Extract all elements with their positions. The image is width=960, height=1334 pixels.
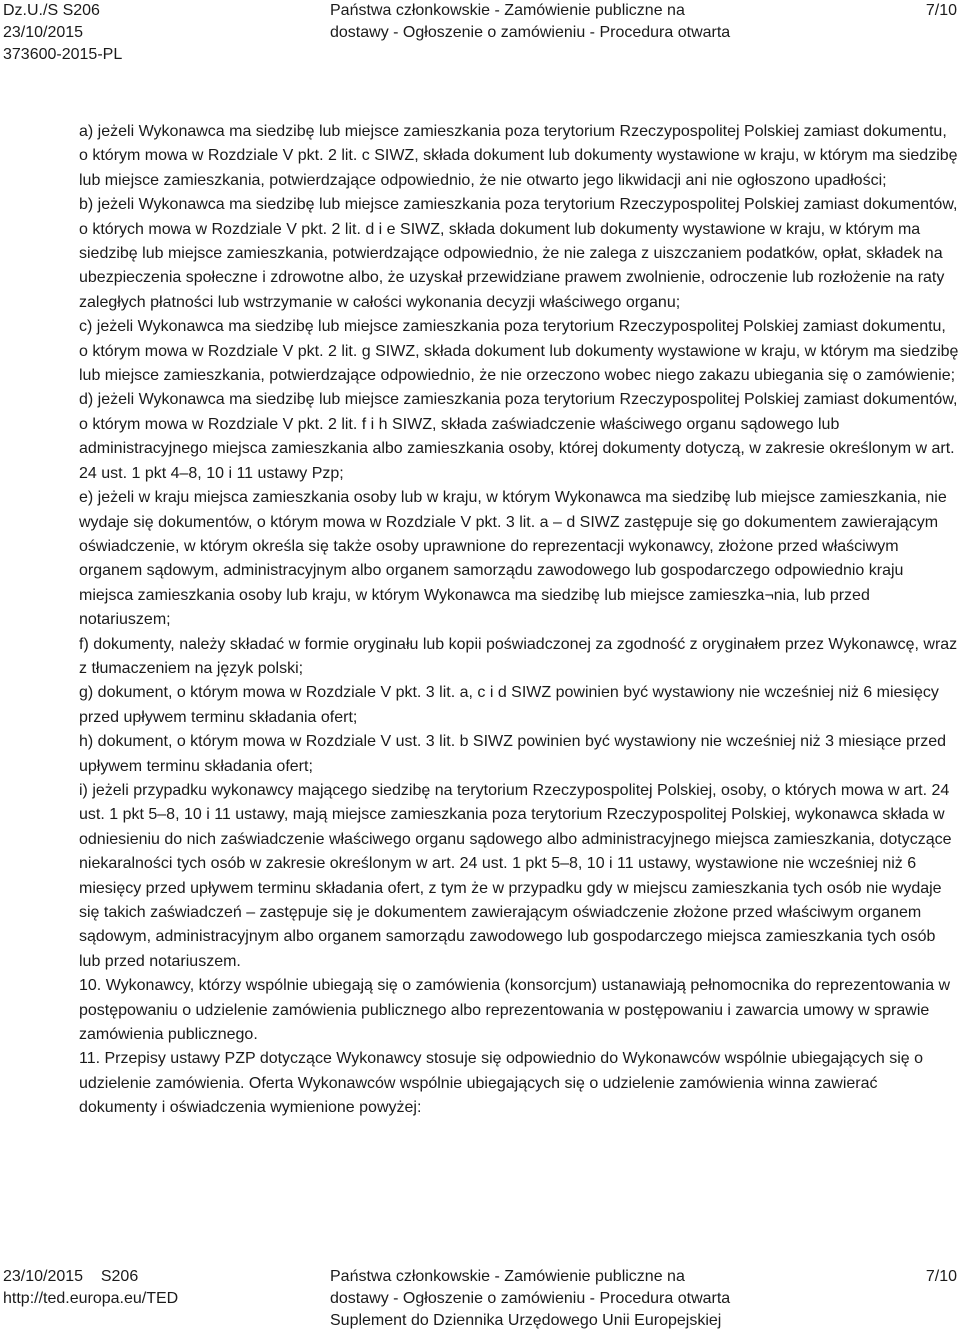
paragraph-10: 10. Wykonawcy, którzy wspólnie ubiegają się o zamówienia (konsorcjum) ustanawiają pełnomocnika do reprezentowania w postępowaniu o udzielenie zamówienia publicznego albo reprezentowania w postępowaniu i zawarcia umowy w sprawie zamówienia publicznego. <box>79 977 951 1044</box>
header-page-number: 7/10 <box>925 2 957 19</box>
paragraph-e: e) jeżeli w kraju miejsca zamieszkania osoby lub w kraju, w którym Wykonawca ma siedzibę lub miejsce zamieszkania, nie wydaje się dokumentów, o którym mowa w Rozdziale V pkt. 3 lit. a – d SIWZ zastępuje się go dokumentem zawierającym oświadczenie, w którym określa się także osoby uprawnione do reprezentacji wykonawcy, złożone przed właściwym organem sądowym, administracyjnym albo organem samorządu zawodowego lub gospodarczego odpowiednio kraju miejsca zamieszkania osoby lub kraju, w którym Wykonawca ma siedzibę lub miejsce zamieszka¬nia, lub przed notariuszem; <box>79 489 947 629</box>
header-title-line-2: dostawy - Ogłoszenie o zamówieniu - Procedura otwarta <box>330 24 731 41</box>
footer-title-line-2: dostawy - Ogłoszenie o zamówieniu - Procedura otwarta <box>330 1290 731 1307</box>
header-title-line-1: Państwa członkowskie - Zamówienie publiczne na <box>330 2 685 19</box>
paragraph-f: f) dokumenty, należy składać w formie oryginału lub kopii poświadczonej za zgodność z oryginałem przez Wykonawcę, wraz z tłumaczeniem na język polski; <box>79 635 958 677</box>
footer-date-issue: 23/10/2015 S206 <box>3 1268 139 1285</box>
footer-page-block <box>926 1266 957 1288</box>
notice-number: 373600-2015-PL <box>3 46 123 63</box>
footer-page-number: 7/10 <box>925 1268 957 1285</box>
page-header <box>0 0 960 63</box>
paragraph-b: b) jeżeli Wykonawca ma siedzibę lub miejsce zamieszkania poza terytorium Rzeczypospolitej Polskiej zamiast dokumentów, o których mowa w Rozdziale V pkt. 2 lit. d i e SIWZ, składa dokument lub dokumenty wystawione w kraju, w którym ma siedzibę lub miejsce zamieszkania, potwierdzające odpowiednio, że nie zalega z uiszczaniem podatków, opłat, składek na ubezpieczenia społeczne i zdrowotne albo, że uzyskał przewidziane prawem zwolnienie, odroczenie lub rozłożenie na raty zaległych płatności lub wstrzymanie w całości wykonania decyzji właściwego organu; <box>79 196 958 311</box>
paragraph-i: i) jeżeli przypadku wykonawcy mającego siedzibę na terytorium Rzeczypospolitej Polskiej, osoby, o których mowa w art. 24 ust. 1 pkt 5–8, 10 i 11 ustawy, mają miejsce zamieszkania poza terytorium Rzeczypospolitej Polskiej, wykonawca składa w odniesieniu do nich zaświadczenie właściwego organu sądowego albo administracyjnego miejsca zamieszkania, dotyczące niekaralności tych osób w zakresie określonym w art. 24 ust. 1 pkt 5–8, 10 i 11 ustawy, wystawione nie wcześniej niż 6 miesięcy przed upływem terminu składania ofert, z tym że w przypadku gdy w miejscu zamieszkania tych osób nie wydaje się takich zaświadczeń – zastępuje się je dokumentem zawierającym oświadczenie złożone przed właściwym organem sądowym, administracyjnym albo organem samorządu zawodowego lub gospodarczego miejsca zamieszkania tych osób lub przed notariuszem. <box>79 781 952 970</box>
footer-title-block <box>330 1266 760 1332</box>
paragraph-h: h) dokument, o którym mowa w Rozdziale V ust. 3 lit. b SIWZ powinien być wystawiony nie wcześniej niż 3 miesiące przed upływem terminu składania ofert; <box>79 733 947 775</box>
footer-left-block <box>3 1266 178 1310</box>
header-title-block <box>330 0 760 44</box>
header-page-block <box>926 0 957 22</box>
paragraph-g: g) dokument, o którym mowa w Rozdziale V pkt. 3 lit. a, c i d SIWZ powinien być wystawiony nie wcześniej niż 6 miesięcy przed upływem terminu składania ofert; <box>79 684 939 726</box>
header-left-block <box>3 0 122 66</box>
footer-url: http://ted.europa.eu/TED <box>3 1290 179 1307</box>
paragraph-c: c) jeżeli Wykonawca ma siedzibę lub miejsce zamieszkania poza terytorium Rzeczypospolitej Polskiej zamiast dokumentu, o którym mowa w Rozdziale V pkt. 2 lit. g SIWZ, składa dokument lub dokumenty wystawione w kraju, w którym ma siedzibę lub miejsce zamieszkania, potwierdzające odpowiednio, że nie orzeczono wobec niego zakazu ubiegania się o zamówienie; <box>79 318 959 385</box>
footer-supplement: Suplement do Dziennika Urzędowego Unii Europejskiej <box>330 1312 722 1329</box>
paragraph-a: a) jeżeli Wykonawca ma siedzibę lub miejsce zamieszkania poza terytorium Rzeczypospolitej Polskiej zamiast dokumentu, o którym mowa w Rozdziale V pkt. 2 lit. c SIWZ, składa dokument lub dokumenty wystawione w kraju, w którym ma siedzibę lub miejsce zamieszkania, potwierdzające odpowiednio, że nie otwarto jego likwidacji ani nie ogłoszono upadłości; <box>79 123 958 189</box>
footer-title-line-1: Państwa członkowskie - Zamówienie publiczne na <box>330 1268 685 1285</box>
document-body <box>79 120 959 1121</box>
paragraph-11: 11. Przepisy ustawy PZP dotyczące Wykonawcy stosuje się odpowiednio do Wykonawców wspólnie ubiegających się o udzielenie zamówienia. Oferta Wykonawców wspólnie ubiegających się o udzielenie zamówienia winna zawierać dokumenty i oświadczenia wymienione powyżej: <box>79 1050 923 1117</box>
page-footer <box>0 1266 960 1329</box>
header-date: 23/10/2015 <box>3 24 84 41</box>
journal-reference: Dz.U./S S206 <box>3 2 100 19</box>
paragraph-d: d) jeżeli Wykonawca ma siedzibę lub miejsce zamieszkania poza terytorium Rzeczypospolitej Polskiej zamiast dokumentów, o którym mowa w Rozdziale V pkt. 2 lit. f i h SIWZ, składa zaświadczenie właściwego organu sądowego lub administracyjnego miejsca zamieszkania albo zamieszkania osoby, której dokumenty dotyczą, w zakresie określonym w art. 24 ust. 1 pkt 4–8, 10 i 11 ustawy Pzp; <box>79 391 958 482</box>
